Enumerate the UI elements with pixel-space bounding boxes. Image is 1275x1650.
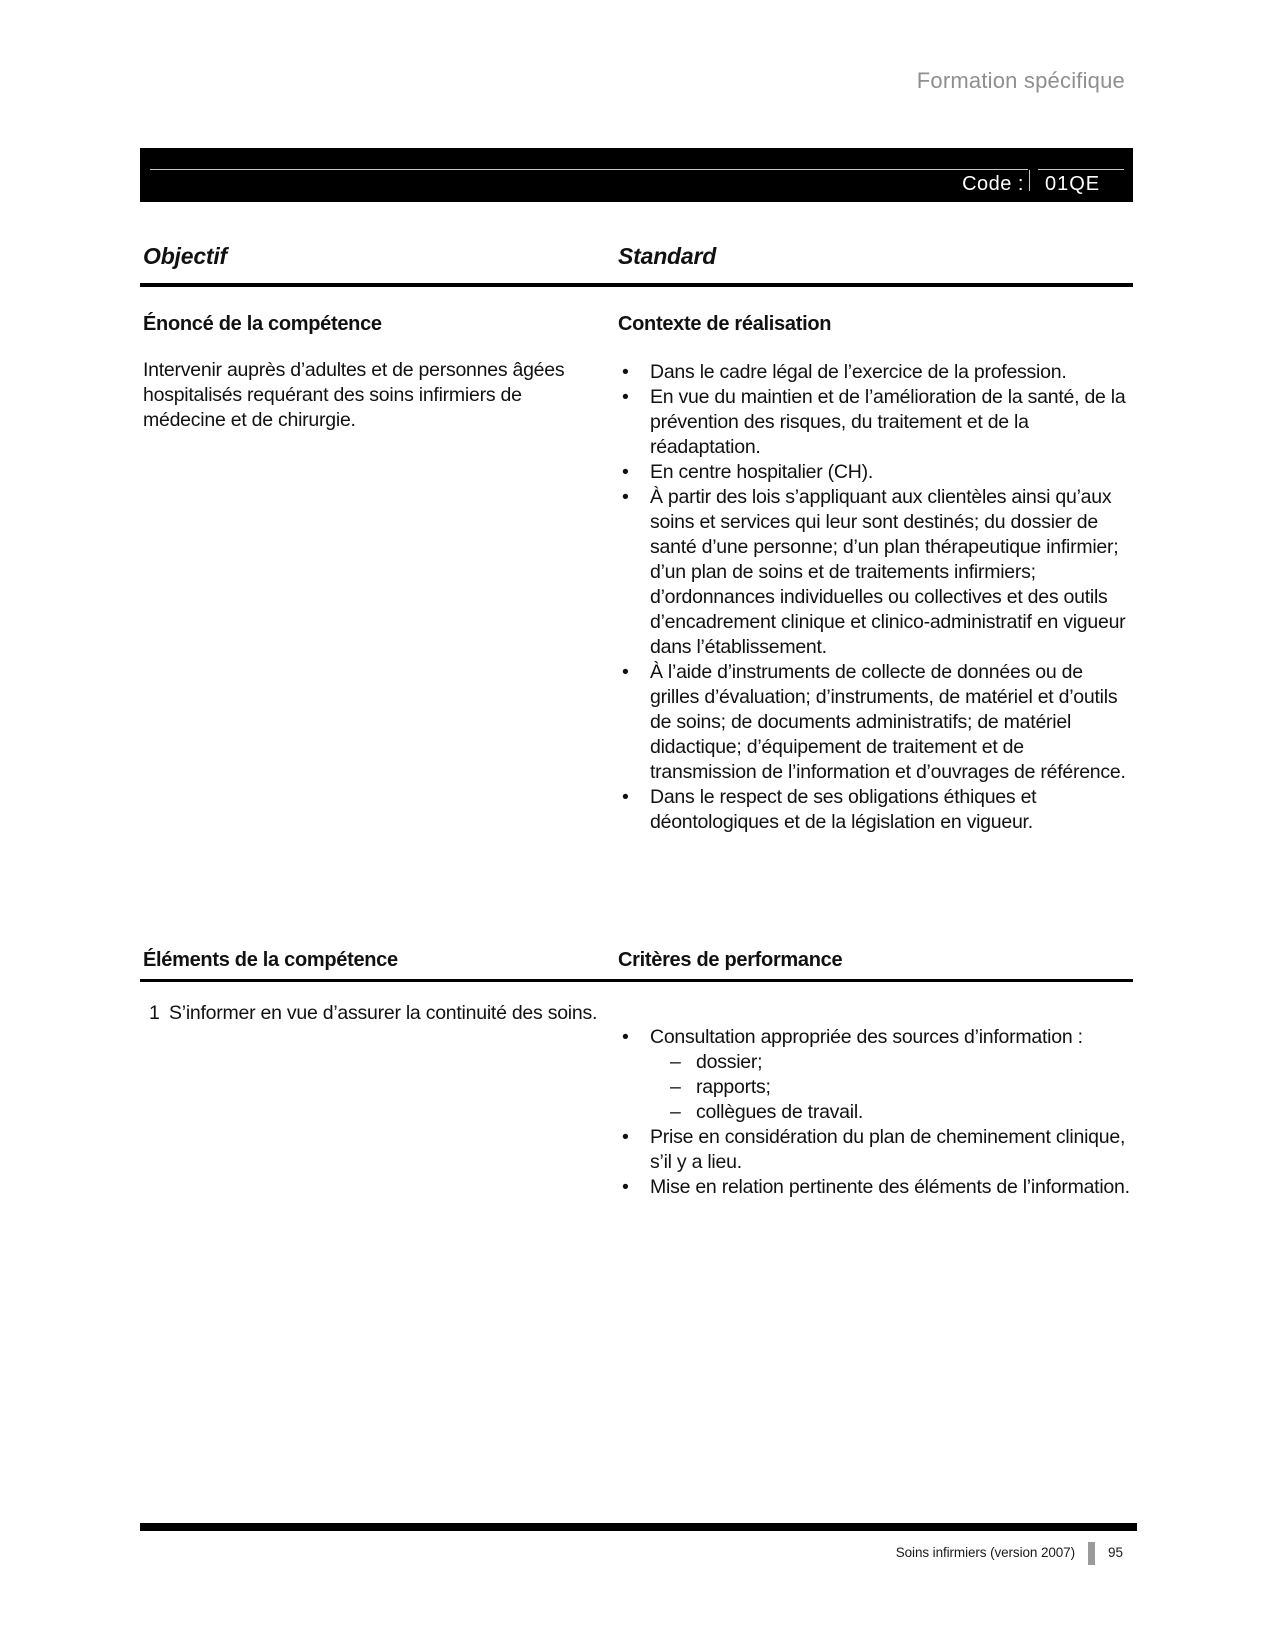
standard-title: Standard [618,243,717,269]
contexte-heading: Contexte de réalisation [618,313,832,335]
element-text: S’informer en vue d’assurer la continuité des soins. [169,1002,598,1024]
code-banner [140,148,1133,202]
banner-rule-short [1038,169,1124,170]
code-value: 01QE [1045,173,1101,195]
list-item: • Prise en considération du plan de cheminement clinique, s’il y a lieu. [622,1125,1133,1175]
element-column [140,1001,618,1200]
criteres-sublist [650,1050,1133,1125]
list-item: • Mise en relation pertinente des éléments de l’information. [622,1175,1133,1200]
footer [140,1540,1137,1566]
sublist-item: – collègues de travail. [670,1100,1133,1125]
page-marker [1088,1542,1095,1565]
enonce-text: Intervenir auprès d’adultes et de personnes âgées hospitalisés requérant des soins infirmiers de médecine et de chirurgie. [143,359,565,431]
code-label: Code : [962,173,1024,195]
contexte-column [618,312,1133,835]
criteres-list [618,1025,1133,1200]
criteres-heading: Critères de performance [618,949,843,971]
section-headers [140,243,1133,287]
list-item: • À partir des lois s’appliquant aux clientèles ainsi qu’aux soins et services qui leur sont destinés; du dossier de santé d’une personne; d’un plan thérapeutique infirmier; d’un plan de soins et de traitements infirmiers; d’ordonnances individuelles ou collectives et des outils d’encadrement clinique et clinico-administratif en vigueur dans l’établissement. [622,485,1133,660]
section-competence [140,312,1133,835]
page-number: 95 [1107,1545,1123,1560]
section-element-1 [140,1001,1133,1200]
criteres-column [618,1001,1133,1200]
banner-separator [1029,170,1030,191]
sublist-item: – rapports; [670,1075,1133,1100]
footer-rule [140,1523,1137,1531]
banner-rule-long [150,169,1028,170]
section2-headers [140,948,1133,982]
objectif-title: Objectif [143,243,228,269]
list-item: • Dans le cadre légal de l’exercice de la profession. [622,360,1133,385]
critere-text: Consultation appropriée des sources d’information : [650,1026,1083,1048]
running-head: Formation spécifique [916,68,1125,93]
element-number: 1 [149,1002,160,1024]
list-item: • À l’aide d’instruments de collecte de données ou de grilles d’évaluation; d’instruments, de matériel et d’outils de soins; de documents administratifs; de matériel didactique; d’équipement de traitement et de transmission de l’information et d’ouvrages de référence. [622,660,1133,785]
contexte-list [618,360,1133,835]
sublist-item: – dossier; [670,1050,1133,1075]
list-item [622,1025,1133,1125]
enonce-column [140,312,618,835]
footer-text: Soins infirmiers (version 2007) [895,1545,1075,1560]
elements-heading: Éléments de la compétence [143,949,398,971]
list-item: • En vue du maintien et de l’amélioration de la santé, de la prévention des risques, du traitement et de la réadaptation. [622,385,1133,460]
list-item: • En centre hospitalier (CH). [622,460,1133,485]
enonce-heading: Énoncé de la compétence [143,313,382,335]
list-item: • Dans le respect de ses obligations éthiques et déontologiques et de la législation en vigueur. [622,785,1133,835]
